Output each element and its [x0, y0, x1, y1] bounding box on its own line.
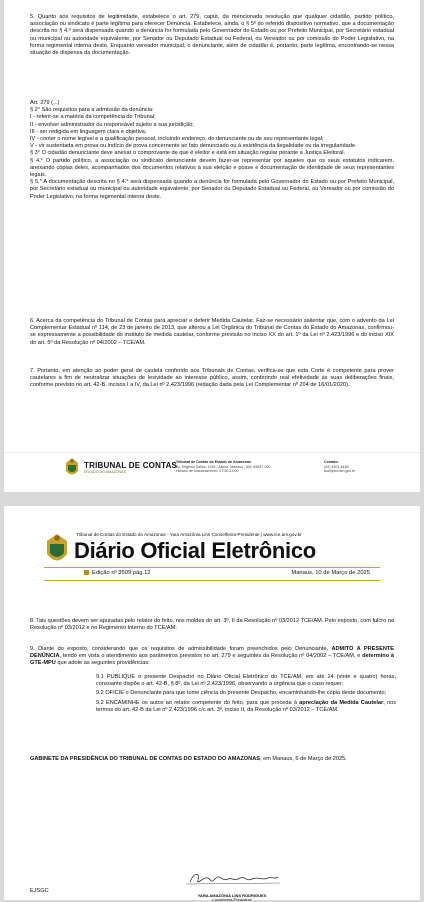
article-line: IV - conter o nome legível e a qualificação pessoal, incluindo endereço, do denunciante ou de seu representante legal; [30, 136, 324, 143]
paragraph-7 [30, 368, 394, 390]
para-8-text: 8. Tais questões devem ser apuradas pelo relator do feito, nos moldes do art. 3º, II da Resolução nº 03/2012 TCE/AM. Pelo exposto, com fulcro na Resolução nº 03/2012 e no Regimento Interno do TCE/AM: [30, 618, 394, 632]
signatory-role: Conselheira-Presidente [212, 898, 252, 902]
signature-block [172, 870, 292, 902]
footer-address-line: Av. Efigênio Salles, 1155 - Aleixo, Manaus - AM, 69057-050 [176, 464, 271, 469]
item-9-2: 9.2 OFICIE o Denunciante para que tome ciência do presente Despacho, encaminhando-lhe cópia deste documento; [96, 690, 387, 697]
document-initials: EJSGC [30, 888, 49, 894]
para-5-text: 5. Quanto aos requisitos de legitimidade, estabelece o art. 279, caput, da mencionada resolução que qualquer cidadão, partido político, associação ou sindicato é parte legítima para oferecer Denúncia. Estabelece, ainda, o § 5º do referido dispositivo normativo, que a documentação descrita no § 4.º será dispensada quando a denúncia for formulada pelo Governador do Estado ou por Prefeito Municipal, por Secretário estadual ou municipal ou autoridade equivalente, por Senador ou Deputado Estadual ou Federal, ou Vereador ou por comissão do Poder Legislativo, na forma regimental interna deste. Enquanto vereador municipal, o denunciante, além de cidadão é, portanto, parte legítima, encontrando-se nessa situação de dispensa da documentação. [30, 14, 394, 57]
masthead-divider [44, 567, 380, 568]
masthead-title: Diário Oficial Eletrônico [74, 538, 316, 563]
article-line: V - vir sustentada em prova ou indício de prova concernente ao fato denunciado ou à existência da ilegalidade ou da irregularidade. [30, 143, 357, 150]
paragraph-8 [30, 618, 394, 632]
footer-org-name: TRIBUNAL DE CONTAS [84, 461, 178, 470]
para-9-text [30, 646, 394, 668]
footer-hours: Horário de funcionamento: 07:00-13:00 [176, 469, 239, 474]
footer-address [176, 460, 271, 474]
item-9-1: 9.1 PUBLIQUE o presente Despacho no Diário Oficial Eletrônico do TCE/AM, em até 24 (vinte e quatro) horas, consoante dispõe o art. 42-B, § 8º, da Lei nº 2.423/1996, observando a urgência que o caso requer; [96, 674, 396, 688]
paragraph-6 [30, 318, 394, 347]
closing-bold: GABINETE DA PRESIDÊNCIA DO TRIBUNAL DE CONTAS DO ESTADO DO AMAZONAS [30, 756, 260, 762]
paragraph-9 [30, 646, 394, 668]
document-page-2 [4, 506, 420, 900]
edition-date: Manaus, 10 de Março de 2025 [291, 570, 370, 576]
article-line: § 5.° A documentação descrita no § 4.° será dispensada quando a denúncia for formulada pelo Governador do Estado ou por Prefeito Municipal, por Secretário estadual ou municipal ou autoridade equivalente, por Senador ou Deputado Estadual ou Federal, ou Vereador ou por comissão do Poder Legislativo, na forma regimental interna deste. [30, 179, 394, 200]
footer-email[interactable]: doe@tce.am.gov.br [324, 469, 356, 474]
footer-address-title: Tribunal de Contas do Estado do Amazonas [176, 460, 251, 464]
tce-emblem-icon [44, 532, 70, 568]
article-line: III - ser redigida em linguagem clara e objetiva; [30, 128, 147, 135]
footer-contact [324, 460, 355, 474]
para-9-bold: ADMITO A PRESENTE DENÚNCIA [30, 646, 395, 660]
para-6-text: 6. Acerca da competência do Tribunal de Contas para apreciar e deferir Medida Cautelar. Faz-se necessário salientar que, com o advento da Lei Complementar Estadual nº 114, de 23 de janeiro de 2013, que alterou a Lei Orgânica do Tribunal de Contas do Estado do Amazonas, confirmou-se expressamente a possibilidade do instituto de medida cautelar, conforme previsão no inciso XX do art. 1º da Lei nº 2.423/1996 e do inciso XIX do art. 5º da Resolução nº 04/2002 – TCE/AM. [30, 318, 394, 346]
closing-paragraph [30, 756, 394, 763]
closing-text [30, 756, 394, 763]
article-line: Art. 279 (...) [30, 100, 60, 106]
item-9-3-part: , nos termos do art. 42-B da Lei nº 2.423/1996 c/c art. 3º, inciso II, da Resolução nº 03/2012 – TCE/AM. [96, 699, 396, 713]
document-page-1 [4, 0, 420, 492]
providencias-list [96, 674, 396, 714]
article-279-quote [30, 100, 394, 201]
handwritten-signature [172, 870, 292, 888]
masthead-top-line: Tribunal de Contas do Estado do Amazonas - Yara Amazônia Lins Conselheira-Presidente | www.tce.am.gov.br [76, 532, 302, 537]
footer-phone: (92) 3301-8180 [324, 464, 349, 469]
footer-contact-label: Contato: [324, 460, 339, 464]
edition-info [84, 570, 151, 576]
signatory-name: YARA AMAZÔNIA LINS RODRIGUES [197, 893, 267, 898]
item-9-3-part: 9.2 ENCAMINHE os autos ao relator competente do feito, para que proceda à [96, 699, 300, 706]
edition-text: Edição nº 3509 pág.12 [92, 570, 151, 577]
para-9-bold: determino à GTE-MPU [30, 653, 394, 667]
item-9-3 [96, 700, 396, 714]
para-9-part: que adote as seguintes providências: [55, 660, 150, 667]
square-icon [84, 570, 89, 575]
article-line: § 4.° O partido político, a associação ou sindicato denunciante devem fazer-se representar por aqueles que os seus estatutos indicarem, anexando cópias deles, acompanhados dos documentos relativos à sua eleição e posse e documentação de identidade de seus representantes legais. [30, 157, 394, 179]
item-9-3-bold: apreciação da Medida Cautelar [299, 699, 384, 706]
page-footer [4, 452, 420, 493]
article-line: § 2° São requisitos para a admissão da denúncia: [30, 107, 154, 114]
masthead-divider-bottom [44, 580, 380, 581]
article-line: II - envolver administrador ou responsável sujeito a sua jurisdição; [30, 121, 194, 128]
para-9-part: 9. Diante do exposto, considerando que os requisitos de admissibilidade foram preenchidos pelo Denunciante, [30, 646, 332, 652]
closing-date: , em Manaus, 6 de Março de 2025. [259, 756, 347, 762]
para-9-part: , tendo em vista o atendimento aos parâmetros previstos no art. 279 e seguintes da Resolução nº 04/2002 – TCE/AM, e [59, 653, 363, 660]
article-line: § 3° O cidadão denunciante deve anexar o comprovante de que é eleitor e está em situação regular perante a Justiça Eleitoral. [30, 150, 346, 157]
footer-org-sub: ESTADO DO AMAZONAS [84, 470, 126, 474]
article-line: I - referir-se a matéria da competência do Tribunal; [30, 114, 156, 121]
tce-emblem-icon [64, 457, 80, 479]
para-7-text: 7. Portanto, em atenção ao poder geral de cautela conferido aos Tribunais de Contas, verifica-se que esta Corte é competente para prover cautelares a fim de neutralizar situações de lesividade ao interesse público, assim, conferindo real efetividade às suas deliberações finais, conforme previsto no art. 42-B, incisos I a IV, da Lei nº 2.423/1996 (redação dada pela Lei Complementar nº 204 de 16/01/2020). [30, 368, 394, 389]
paragraph-5 [30, 14, 394, 57]
